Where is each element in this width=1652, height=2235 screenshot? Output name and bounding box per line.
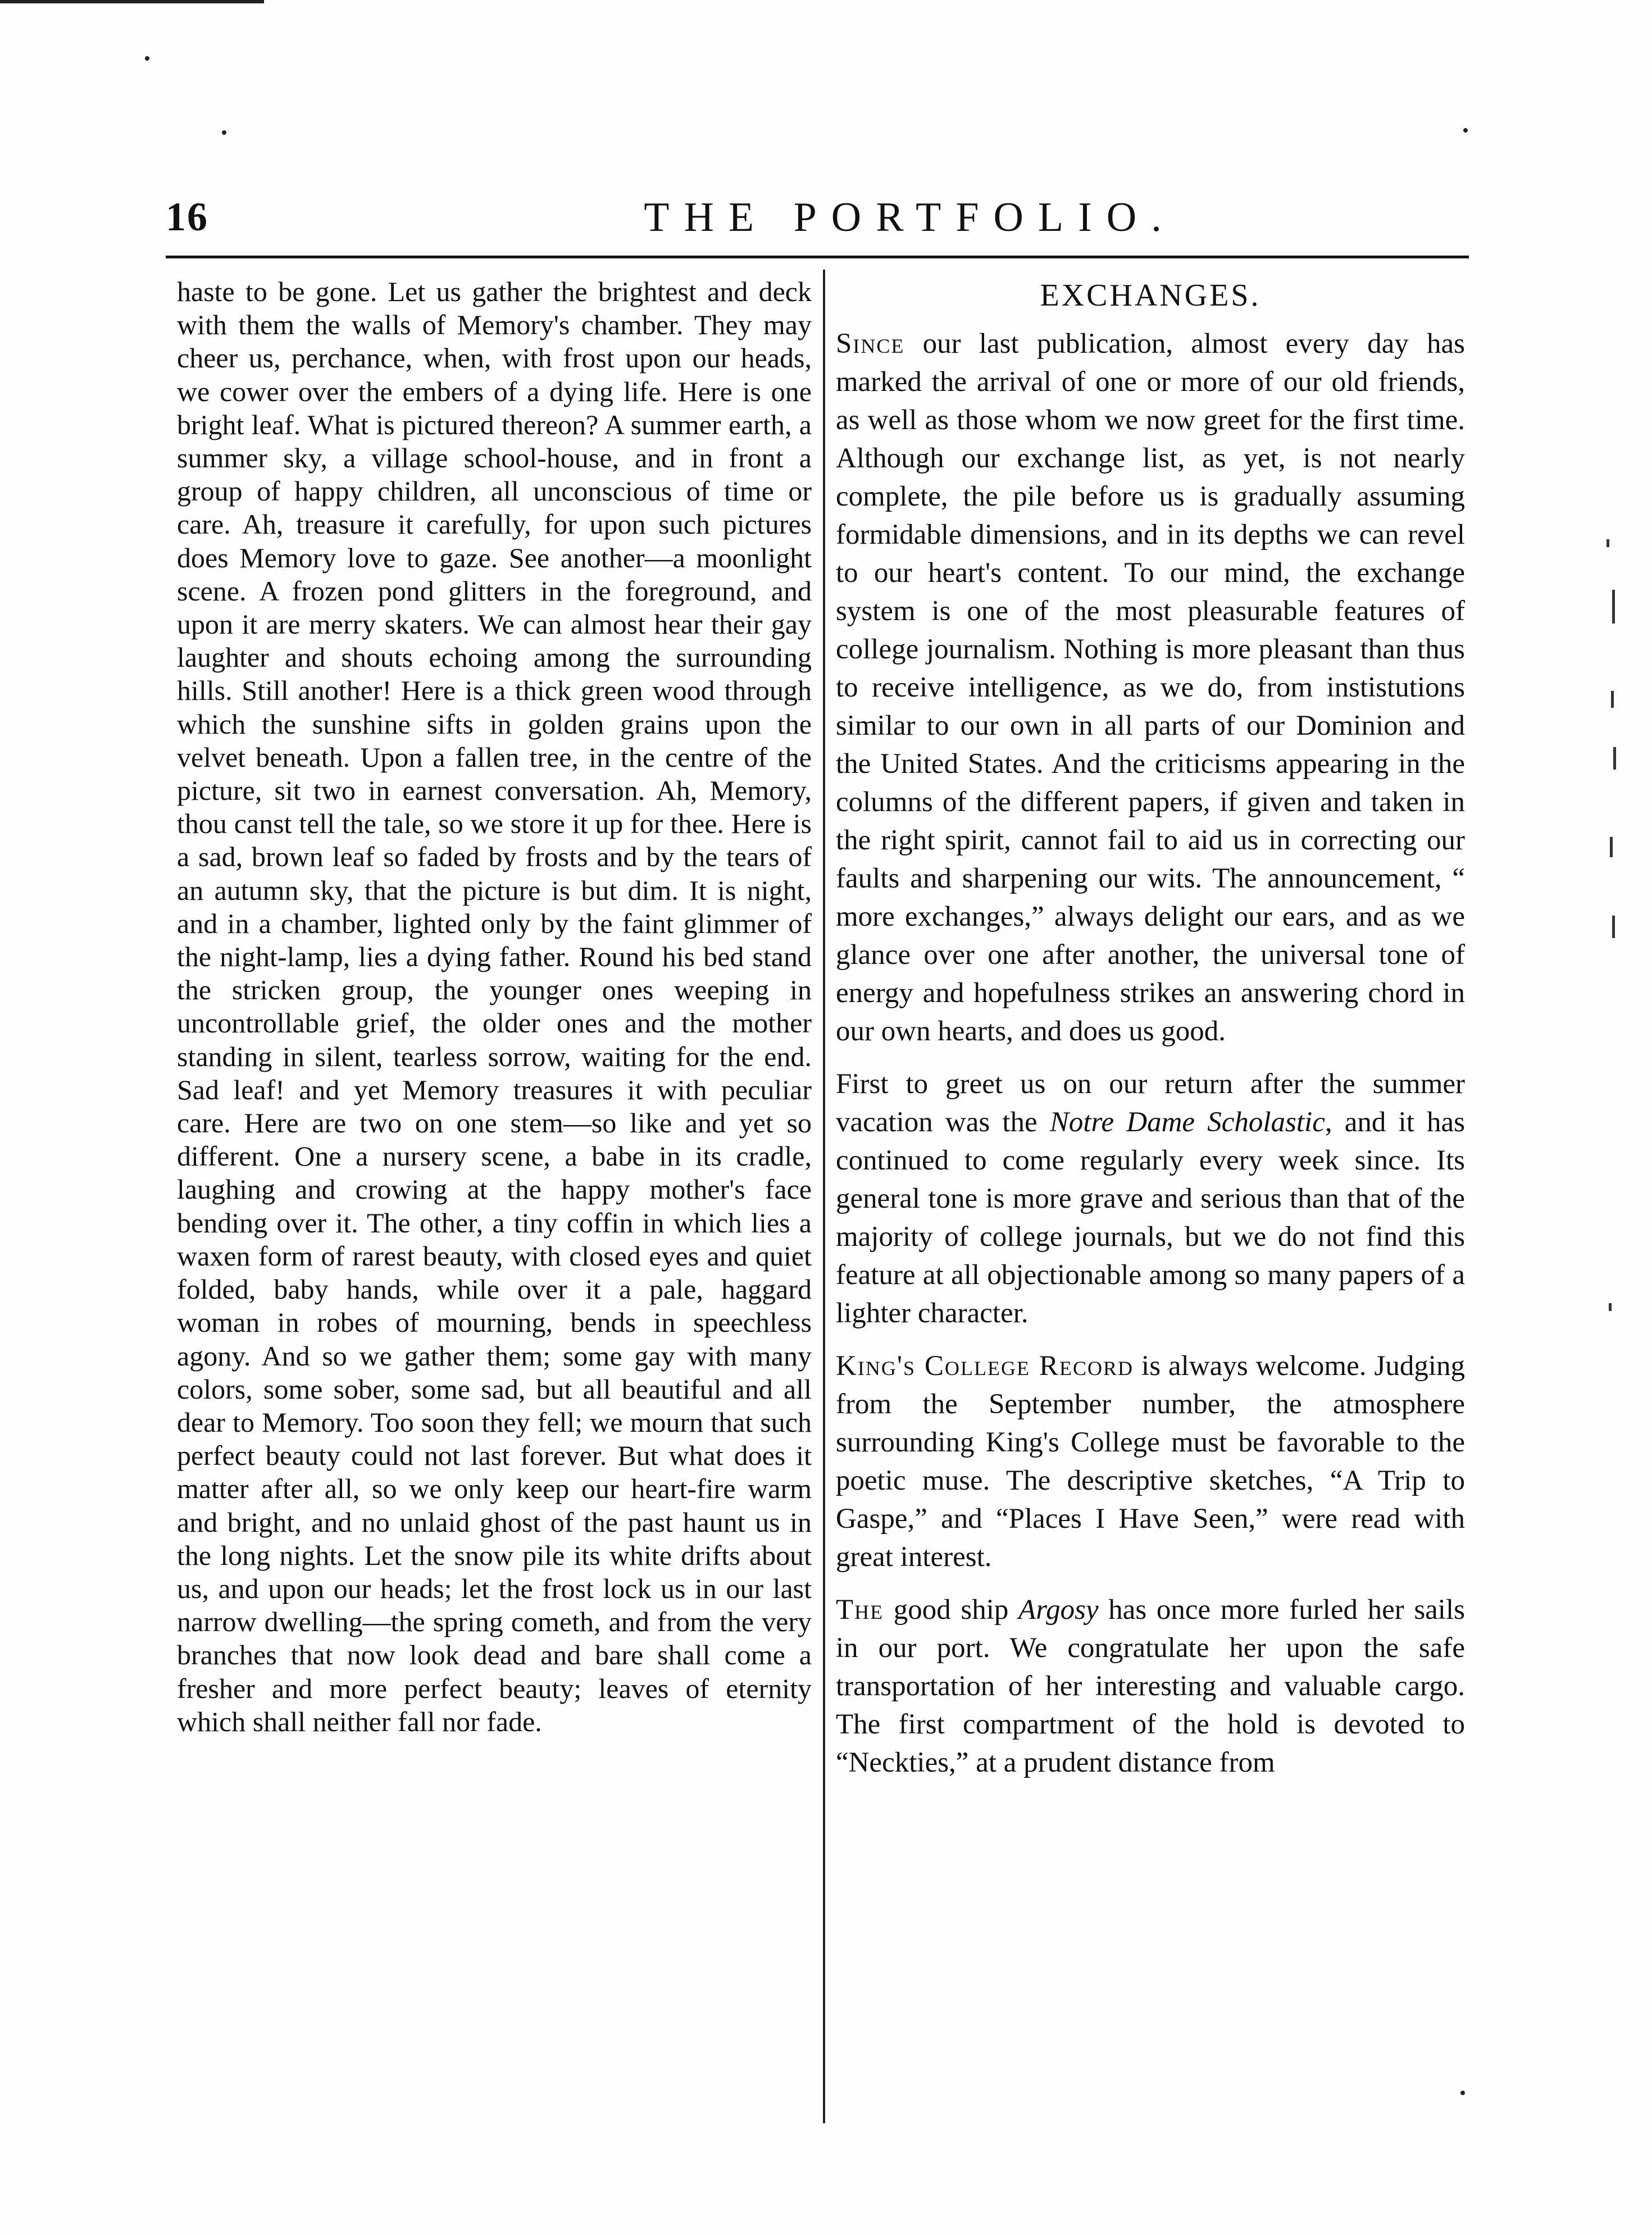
publication-title-kings-college: King's College Record — [836, 1350, 1134, 1382]
scan-mark — [1607, 539, 1609, 547]
print-speck — [145, 56, 149, 61]
print-speck — [1460, 2091, 1465, 2095]
column-divider — [823, 270, 825, 2123]
paragraph-body: is always welcome. Judging from the September number, the atmosphere surrounding King's College must be favorable to the poetic muse. The descriptive sketches, “A Trip to Gaspe,” and “Places I Have Seen,” were read with great interest. — [836, 1350, 1466, 1573]
print-speck — [222, 130, 226, 135]
publication-title-notre-dame: Notre Dame Scholastic — [1049, 1107, 1325, 1138]
page-header — [166, 194, 1469, 250]
scan-mark — [1611, 691, 1614, 708]
paragraph-lead-word: Since — [836, 328, 905, 359]
right-column — [836, 270, 1465, 1796]
exchanges-paragraph-3 — [836, 1347, 1465, 1576]
essay-paragraph: haste to be gone. Let us gather the brightest and deck with them the walls of Memory's chamber. They may cheer us, perchance, when, with frost upon our heads, we cower over the embers of a dying life. Here is one bright leaf. What is pictured thereon? A summer earth, a summer sky, a village school-house, and in front a group of happy children, all unconscious of time or care. Ah, treasure it carefully, for upon such pictures does Memory love to gaze. See another—a moonlight scene. A frozen pond glitters in the foreground, and upon it are merry skaters. We can almost hear their gay laughter and shouts echoing among the surrounding hills. Still another! Here is a thick green wood through which the sunshine sifts in golden grains upon the velvet beneath. Upon a fallen tree, in the centre of the picture, sit two in earnest conversation. Ah, Memory, thou canst tell the tale, so we store it up for thee. Here is a sad, brown leaf so faded by frosts and by the tears of an autumn sky, that the picture is but dim. It is night, and in a chamber, lighted only by the faint glimmer of the night-lamp, lies a dying father. Round his bed stand the stricken group, the younger ones weeping in uncontrollable grief, the older ones and the mother standing in silent, tearless sorrow, waiting for the end. Sad leaf! and yet Memory treasures it with peculiar care. Here are two on one stem—so like and yet so different. One a nursery scene, a babe in its cradle, laughing and crowing at the happy mother's face bending over it. The other, a tiny coffin in which lies a waxen form of rarest beauty, with closed eyes and quiet folded, baby hands, while over it a pale, haggard woman in robes of mourning, bends in speechless agony. And so we gather them; some gay with many colors, some sober, some sad, but all beautiful and all dear to Memory. Too soon they fell; we mourn that such perfect beauty could not last forever. But what does it matter after all, so we only keep our heart-fire warm and bright, and no unlaid ghost of the past haunt us in the long nights. Let the snow pile its white drifts about us, and upon our heads; let the frost lock us in our last narrow dwelling—the spring cometh, and from the very branches that now look dead and bare shall come a fresher and more perfect beauty; leaves of eternity which shall neither fall nor fade. — [177, 276, 812, 1737]
scan-mark — [1612, 916, 1615, 938]
scan-mark — [1612, 590, 1615, 623]
exchanges-paragraph-2 — [836, 1065, 1465, 1332]
print-speck — [1463, 128, 1468, 133]
exchanges-paragraph-1 — [836, 325, 1465, 1050]
exchanges-paragraph-4 — [836, 1591, 1465, 1782]
left-column — [177, 275, 812, 1738]
paragraph-body: good ship — [884, 1594, 1019, 1626]
margin-scan-marks — [1601, 522, 1629, 1309]
top-edge-rule — [0, 0, 264, 10]
paragraph-body: our last publication, almost every day has marked the arrival of one or more of our old friends, as well as those whom we now greet for the first time. Although our exchange list, as yet, is not nearly complete, the pile before us is gradually assuming formidable dimensions, and in its depths we can revel to our heart's content. To our mind, the exchange system is one of the most pleasurable features of college journalism. Nothing is more pleasant than thus to receive intelligence, as we do, from instistutions similar to our own in all parts of our Dominion and the United States. And the criticisms appearing in the columns of the different papers, if given and taken in the right spirit, cannot fail to aid us in correcting our faults and sharpening our wits. The announcement, “ more exchanges,” always delight our ears, and as we glance over one after another, the universal tone of energy and hopefulness strikes an answering chord in our own hearts, and does us good. — [836, 328, 1465, 1047]
paragraph-body: , and it has continued to come regularly every week since. Its general tone is more grave and serious than that of the majority of college journals, but we do not find this feature at all objectionable among so many papers of a lighter character. — [836, 1107, 1466, 1329]
section-heading-exchanges: EXCHANGES. — [1040, 278, 1261, 313]
publication-title-argosy: Argosy — [1018, 1594, 1099, 1626]
journal-title: THE PORTFOLIO. — [644, 194, 1176, 240]
scan-mark — [1610, 837, 1613, 857]
paragraph-lead-word: The — [836, 1594, 884, 1626]
paragraph-body: First to greet us on our return after the summer vacation was the — [836, 1068, 1465, 1138]
header-rule — [166, 256, 1469, 258]
scan-mark — [1613, 747, 1616, 770]
page-number: 16 — [166, 194, 208, 239]
paragraph-body: has once more furled her sails in our port. We congratulate her upon the safe transportation of her interesting and valuable cargo. The first compartment of the hold is devoted to “Neckties,” at a prudent distance from — [836, 1594, 1465, 1778]
scan-mark — [1609, 1303, 1612, 1311]
